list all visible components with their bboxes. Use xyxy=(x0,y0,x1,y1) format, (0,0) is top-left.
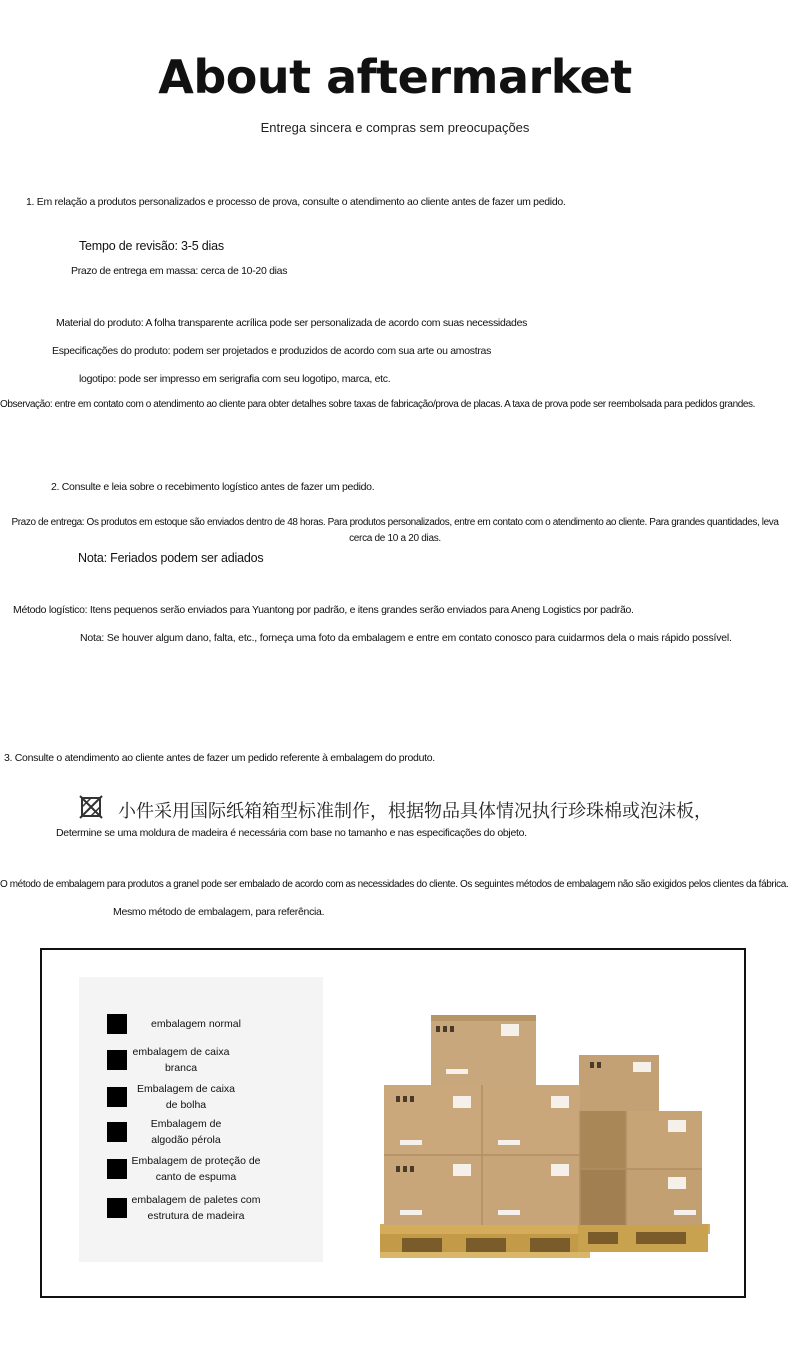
legend-label: embalagem de paletes com estrutura de madeira xyxy=(131,1194,261,1222)
legend-label: Embalagem de algodão pérola xyxy=(150,1118,222,1146)
packaging-legend xyxy=(79,977,323,1262)
section-2-heading: 2. Consulte e leia sobre o recebimento logístico antes de fazer um pedido. xyxy=(51,481,375,493)
chinese-packaging-row xyxy=(78,794,712,825)
bulk-packaging-note: O método de embalagem para produtos a granel pode ser embalado de acordo com as necessidades do cliente. Os seguintes métodos de embalagem não são exigidos pelos clientes da fábrica. xyxy=(0,879,789,890)
chinese-packaging-text: 小件采用国际纸箱箱型标准制作，根据物品具体情况执行珍珠棉或泡沫板， xyxy=(118,800,712,822)
package-crossed-icon xyxy=(78,794,104,825)
boxes-on-pallet-image xyxy=(378,1012,713,1267)
legend-item-wooden-pallet xyxy=(107,1192,261,1224)
product-material: Material do produto: A folha transparente acrílica pode ser personalizada de acordo com suas necessidades xyxy=(56,317,528,329)
legend-swatch xyxy=(107,1122,127,1142)
packaging-reference: Mesmo método de embalagem, para referência. xyxy=(113,906,325,918)
legend-label: Embalagem de caixa de bolha xyxy=(136,1083,236,1111)
legend-swatch xyxy=(107,1014,127,1034)
legend-label: embalagem de caixa branca xyxy=(132,1046,230,1074)
legend-swatch xyxy=(107,1050,127,1070)
legend-item-foam-corner xyxy=(107,1153,261,1185)
delivery-time-line-1: Prazo de entrega: Os produtos em estoque são enviados dentro de 48 horas. Para produtos personalizados, entre em contato com o atendimento ao cliente. Para grandes quantidades, leva xyxy=(11,517,779,528)
holiday-note: Nota: Feriados podem ser adiados xyxy=(78,551,264,565)
legend-item-bubble-box xyxy=(107,1081,241,1113)
proofing-note: Observação: entre em contato com o atendimento ao cliente para obter detalhes sobre taxas de fabricação/prova de placas. A taxa de prova pode ser reembolsada para pedidos grandes. xyxy=(0,399,756,410)
page-subtitle: Entrega sincera e compras sem preocupações xyxy=(260,120,530,135)
revision-time: Tempo de revisão: 3-5 dias xyxy=(79,239,224,253)
legend-label: embalagem normal xyxy=(151,1018,241,1030)
logo-printing: logotipo: pode ser impresso em serigrafia com seu logotipo, marca, etc. xyxy=(79,373,391,385)
legend-item-pearl-cotton xyxy=(107,1116,241,1148)
section-1-heading: 1. Em relação a produtos personalizados e processo de prova, consulte o atendimento ao cliente antes de fazer um pedido. xyxy=(26,196,566,208)
product-specifications: Especificações do produto: podem ser projetados e produzidos de acordo com sua arte ou amostras xyxy=(52,345,492,357)
section-3-heading: 3. Consulte o atendimento ao cliente antes de fazer um pedido referente à embalagem do produto. xyxy=(4,752,435,764)
damage-note: Nota: Se houver algum dano, falta, etc., forneça uma foto da embalagem e entre em contato conosco para cuidarmos dela o mais rápido possível. xyxy=(80,632,732,644)
legend-swatch xyxy=(107,1087,127,1107)
page-title: About aftermarket xyxy=(158,50,632,104)
legend-item-normal xyxy=(107,1014,261,1034)
delivery-time-line-2: cerca de 10 a 20 dias. xyxy=(349,533,441,544)
logistics-method: Método logístico: Itens pequenos serão enviados para Yuantong por padrão, e itens grandes serão enviados para Aneng Logistics por padrão. xyxy=(13,604,634,616)
wooden-frame-note: Determine se uma moldura de madeira é necessária com base no tamanho e nas especificações do objeto. xyxy=(56,827,527,839)
bulk-delivery-time: Prazo de entrega em massa: cerca de 10-20 dias xyxy=(71,265,288,277)
legend-swatch xyxy=(107,1159,127,1179)
legend-item-white-box xyxy=(107,1044,231,1076)
legend-swatch xyxy=(107,1198,127,1218)
legend-label: Embalagem de proteção de canto de espuma xyxy=(131,1155,261,1183)
